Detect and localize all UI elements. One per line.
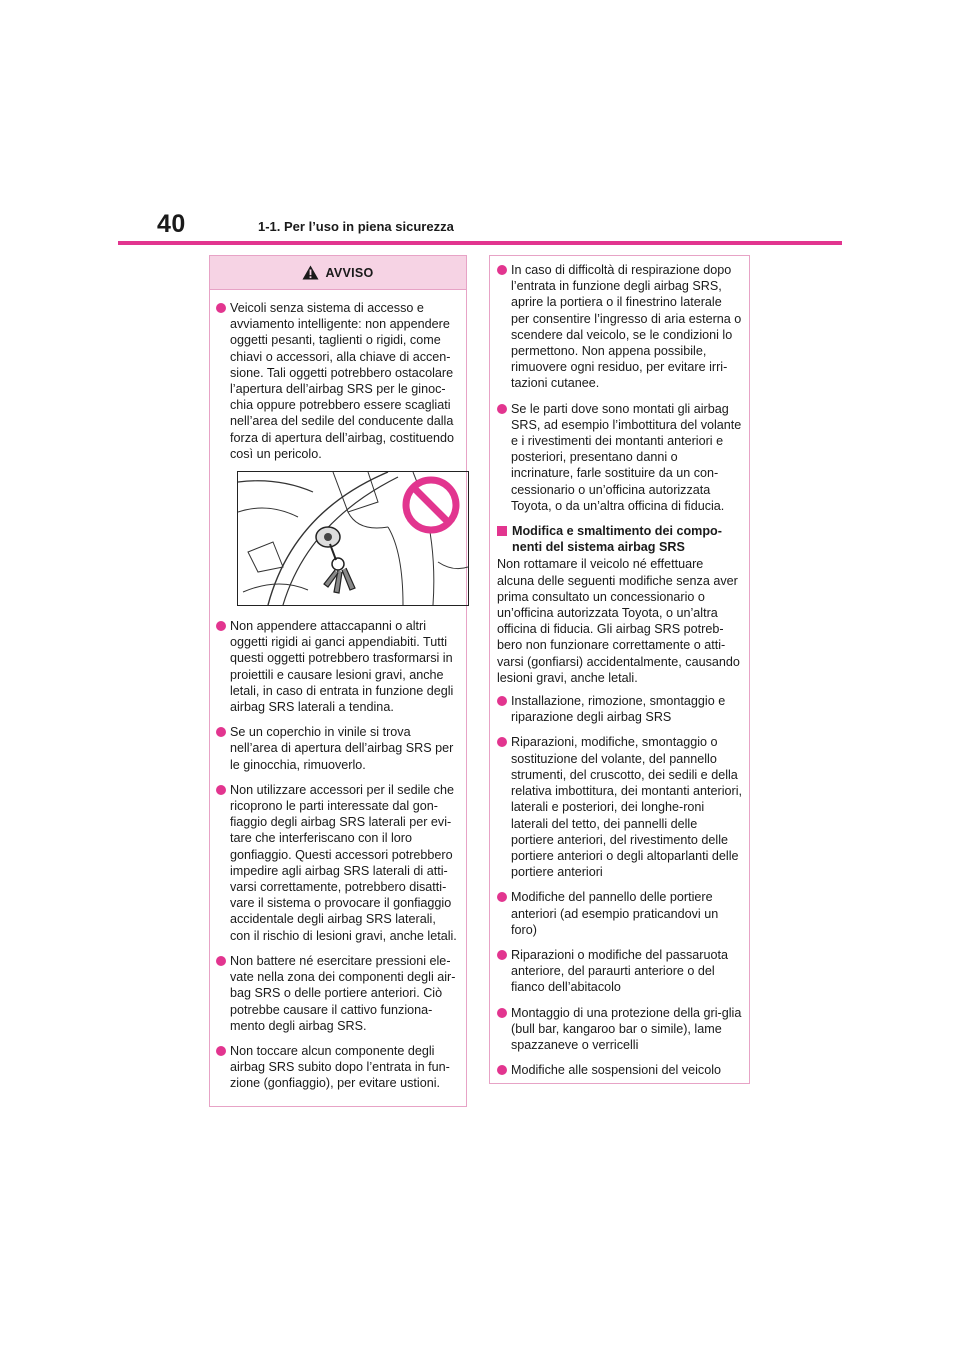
bullet-icon bbox=[497, 265, 507, 275]
warning-item bbox=[497, 401, 743, 514]
modification-item bbox=[497, 734, 743, 880]
warning-item-text: Non toccare alcun componente degli airbag SRS subito dopo l’entrata in fun-zione (gonfiaggio), per evitare ustioni. bbox=[230, 1043, 450, 1091]
warning-item-text: In caso di difficoltà di respirazione dopo l’entrata in funzione degli airbag SRS, aprire la portiera o il finestrino laterale per consentire l’ingresso di aria esterna o scendere dal veicolo, se le condizioni lo permettono. Non appena possibile, rimuovere ogni residuo, per evitare irri-tazioni cutanee. bbox=[511, 263, 742, 391]
warning-item bbox=[216, 1043, 459, 1092]
subheading bbox=[497, 523, 743, 555]
modification-item-text: Riparazioni, modifiche, smontaggio o sostituzione del volante, del pannello strumenti, del cruscotto, dei sedili e della relativa imbottitura, dei montanti anteriori, laterali e posteriori, dei longhe-roni laterali del tetto, dei pannelli delle portiere anteriori, del rivestimento delle portiere anteriori o degli altoparlanti delle portiere anteriori bbox=[511, 735, 742, 880]
bullet-icon bbox=[497, 950, 507, 960]
warning-item bbox=[216, 300, 459, 462]
bullet-icon bbox=[216, 785, 226, 795]
key-ring-illustration bbox=[237, 471, 469, 606]
warning-triangle-icon bbox=[302, 265, 319, 280]
bullet-icon bbox=[497, 1008, 507, 1018]
modification-item-text: Riparazioni o modifiche del passaruota anteriore, del paraurti anteriore o del fianco dell’abitacolo bbox=[511, 947, 729, 995]
warning-item-text: Non appendere attaccapanni o altri oggetti rigidi ai ganci appendiabiti. Tutti questi oggetti potrebbero trasformarsi in proiettili e causare lesioni gravi, anche letali, in caso di entrata in funzione degli airbag SRS laterali a tendina. bbox=[230, 619, 454, 715]
warning-item-text: Se le parti dove sono montati gli airbag SRS, ad esempio l’imbottitura del volante e i rivestimenti dei montanti anteriori e posteriori, presentano danni o incrinature, farle sostituire da un con-cessionario o un’officina autorizzata Toyota, o da un’altra officina di fiducia. bbox=[511, 401, 742, 513]
subheading-text: Modifica e smaltimento dei compo-nenti del sistema airbag SRS bbox=[512, 524, 722, 555]
warning-item-text: Non utilizzare accessori per il sedile che ricoprono le parti interessate dal gon-fiaggio degli airbag SRS laterali per evi-tare che interferiscano con il loro gonfiaggio. Questi accessori potrebbero impedire agli airbag SRS laterali di atti-varsi correttamente, potrebbero disatti-vare il sistema o provocare il gonfiaggio accidentale degli airbag SRS laterali, con il rischio di lesioni gravi, anche letali. bbox=[230, 782, 457, 943]
warning-item bbox=[216, 618, 459, 715]
modification-item bbox=[497, 693, 743, 725]
warning-item-text: Non battere né esercitare pressioni ele-vate nella zona dei componenti degli air-bag SRS o delle portiere anteriori. Ciò potrebbe causare il cattivo funziona-mento degli airbag SRS. bbox=[230, 953, 456, 1033]
warning-continued-box bbox=[489, 255, 750, 1084]
bullet-icon bbox=[216, 727, 226, 737]
modification-item-text: Modifiche alle sospensioni del veicolo bbox=[511, 1063, 722, 1078]
modification-item bbox=[497, 889, 743, 938]
modification-item-text: Installazione, rimozione, smontaggio e riparazione degli airbag SRS bbox=[511, 694, 726, 725]
warning-body bbox=[210, 290, 466, 1092]
body-paragraph: Non rottamare il veicolo né effettuare alcuna delle seguenti modifiche senza aver prima consultato un concessionario o un’officina autorizzata Toyota, o un’altra officina di fiducia. Gli airbag SRS potreb-bero non funzionare correttamente o atti-varsi (gonfiarsi) accidentalmente, causando lesioni gravi, anche letali. bbox=[497, 557, 740, 685]
warning-item-text: Veicoli senza sistema di accesso e avviamento intelligente: non appendere oggetti pesanti, taglienti o rigidi, come chiavi o accessori, alla chiave di accen-sione. Tali oggetti potrebbero ostacolare l’apertura dell’airbag SRS per le ginoc-chia oppure potrebbero essere scagliati nell’area del sedile del conducente dalla forza di apertura dell’airbag, costituendo così un pericolo. bbox=[230, 301, 455, 461]
bullet-icon bbox=[216, 621, 226, 631]
no-symbol-icon bbox=[406, 480, 456, 530]
warning-item bbox=[216, 724, 459, 773]
section-title: 1-1. Per l’uso in piena sicurezza bbox=[258, 219, 454, 234]
warning-item bbox=[216, 782, 459, 944]
bullet-icon bbox=[497, 404, 507, 414]
bullet-icon bbox=[216, 956, 226, 966]
warning-header bbox=[210, 256, 466, 290]
warning-box bbox=[209, 255, 467, 1107]
modification-item-text: Modifiche del pannello delle portiere anteriori (ad esempio praticandovi un foro) bbox=[511, 890, 719, 937]
page-number: 40 bbox=[157, 210, 186, 238]
warning-item bbox=[497, 262, 743, 392]
modification-item bbox=[497, 1005, 743, 1054]
bullet-icon bbox=[497, 737, 507, 747]
modification-item bbox=[497, 1062, 743, 1078]
square-bullet-icon bbox=[497, 526, 507, 536]
bullet-icon bbox=[216, 1046, 226, 1056]
modification-item bbox=[497, 947, 743, 996]
header-divider bbox=[118, 241, 842, 245]
bullet-icon bbox=[497, 696, 507, 706]
warning-title: AVVISO bbox=[325, 265, 374, 280]
bullet-icon bbox=[497, 1065, 507, 1075]
warning-item-text: Se un coperchio in vinile si trova nell’area di apertura dell’airbag SRS per le ginocchia, rimuoverlo. bbox=[230, 725, 454, 772]
modification-item-text: Montaggio di una protezione della gri-glia (bull bar, kangaroo bar o simile), lame spazzaneve o verricelli bbox=[511, 1005, 742, 1052]
bullet-icon bbox=[497, 892, 507, 902]
bullet-icon bbox=[216, 303, 226, 313]
warning-item bbox=[216, 953, 459, 1034]
